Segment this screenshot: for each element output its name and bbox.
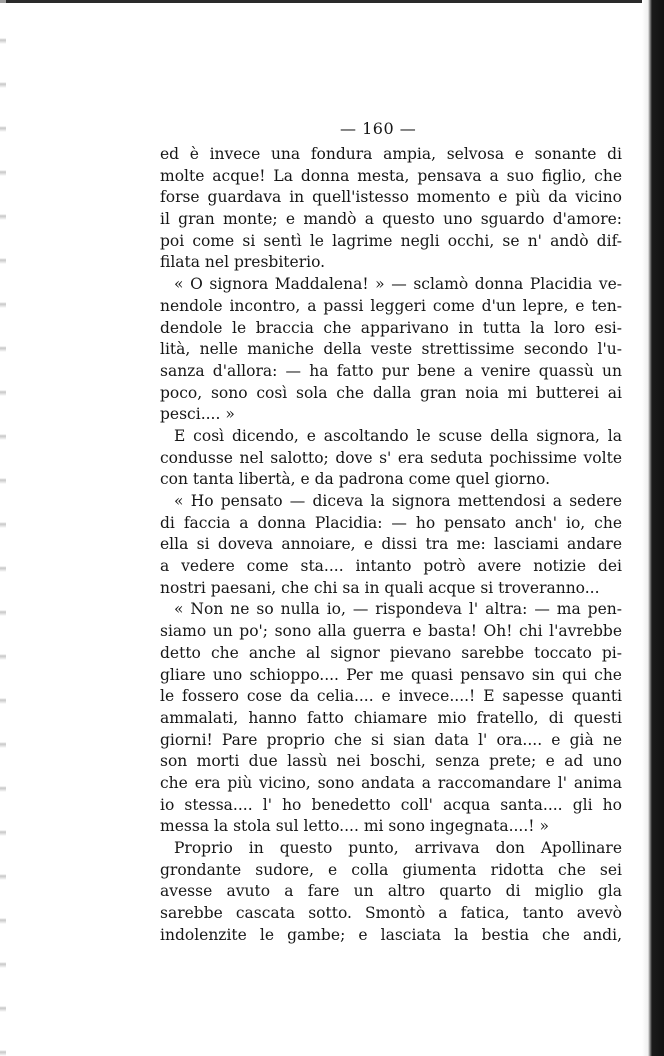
text-line: sarebbe cascata sotto. Smontò a fatica, tanto avevò (160, 904, 622, 923)
text-line: Proprio in questo punto, arrivava don Apollinare (174, 839, 622, 857)
text-line: di faccia a donna Placidia: — ho pensato anch' io, che (160, 513, 622, 532)
text-line: forse guardava in quell'istesso momento e più da vicino (160, 188, 622, 207)
text-line: E così dicendo, e ascoltando le scuse della signora, la (174, 426, 622, 445)
text-line: poi come si sentì le lagrime negli occhi, se n' andò dif- (160, 231, 622, 250)
text-line: gliare uno schioppo.... Per me quasi pensavo sin qui che (160, 665, 622, 684)
text-line: sanza d'allora: — ha fatto pur bene a venire quassù un (160, 361, 622, 380)
text-line: condusse nel salotto; dove s' era seduta pochissime volte (160, 448, 622, 467)
text-line: io stessa.... l' ho benedetto coll' acqua santa.... gli ho (160, 795, 622, 814)
text-line: il gran monte; e mandò a questo uno sguardo d'amore: (160, 210, 622, 229)
text-line: nostri paesani, che chi sa in quali acque si troveranno... (160, 578, 600, 597)
text-line: « O signora Maddalena! » — sclamò donna Placidia ve- (174, 275, 622, 294)
text-line: avesse avuto a fare un altro quarto di miglio gla (160, 882, 622, 901)
text-line: siamo un po'; sono alla guerra e basta! Oh! chi l'avrebbe (160, 622, 622, 641)
text-line: filata nel presbiterio. (160, 253, 326, 272)
text-line: son morti due lassù nei boschi, senza prete; e ad uno (160, 752, 622, 771)
text-line: ella si doveva annoiare, e dissi tra me: lasciami andare (160, 535, 622, 554)
text-line: a vedere come sta.... intanto potrò avere notizie dei (160, 557, 622, 576)
text-line: grondante sudore, e colla giumenta ridotta che sei (160, 860, 622, 879)
scan-edge-top (0, 0, 664, 3)
text-line: lità, nelle maniche della veste strettissime secondo l'u- (160, 340, 622, 359)
body-text (160, 144, 622, 946)
text-line: le fossero cose da celia.... e invece....! E sapesse quanti (160, 687, 622, 706)
text-line: « Ho pensato — diceva la signora mettendosi a sedere (174, 492, 622, 510)
text-line: che era più vicino, sono andata a raccomandare l' anima (160, 773, 622, 792)
text-line: poco, sono così sola che dalla gran noia mi butterei ai (160, 383, 622, 402)
text-line: dendole le braccia che apparivano in tutta la loro esi- (160, 318, 622, 337)
text-line: pesci.... » (160, 405, 235, 424)
scan-edge-right (642, 0, 664, 1056)
text-line: nendole incontro, a passi leggeri come d'un lepre, e ten- (160, 296, 622, 315)
text-line: con tanta libertà, e da padrona come quel giorno. (160, 470, 551, 489)
page-number: — 160 — (340, 119, 417, 138)
text-line: detto che anche al signor pievano sarebbe toccato pi- (160, 643, 622, 662)
text-line: molte acque! La donna mesta, pensava a suo figlio, che (160, 166, 622, 185)
text-line: ed è invece una fondura ampia, selvosa e sonante di (160, 145, 622, 163)
text-line: giorni! Pare proprio che si sian data l' ora.... e già ne (160, 730, 622, 749)
text-line: messa la stola sul letto.... mi sono ingegnata....! » (160, 817, 549, 836)
text-line: indolenzite le gambe; e lasciata la bestia che andi, (160, 925, 622, 944)
text-line: ammalati, hanno fatto chiamare mio fratello, di questi (160, 708, 622, 727)
text-line: « Non ne so nulla io, — rispondeva l' altra: — ma pen- (174, 600, 622, 619)
scan-edge-left (0, 0, 6, 1056)
